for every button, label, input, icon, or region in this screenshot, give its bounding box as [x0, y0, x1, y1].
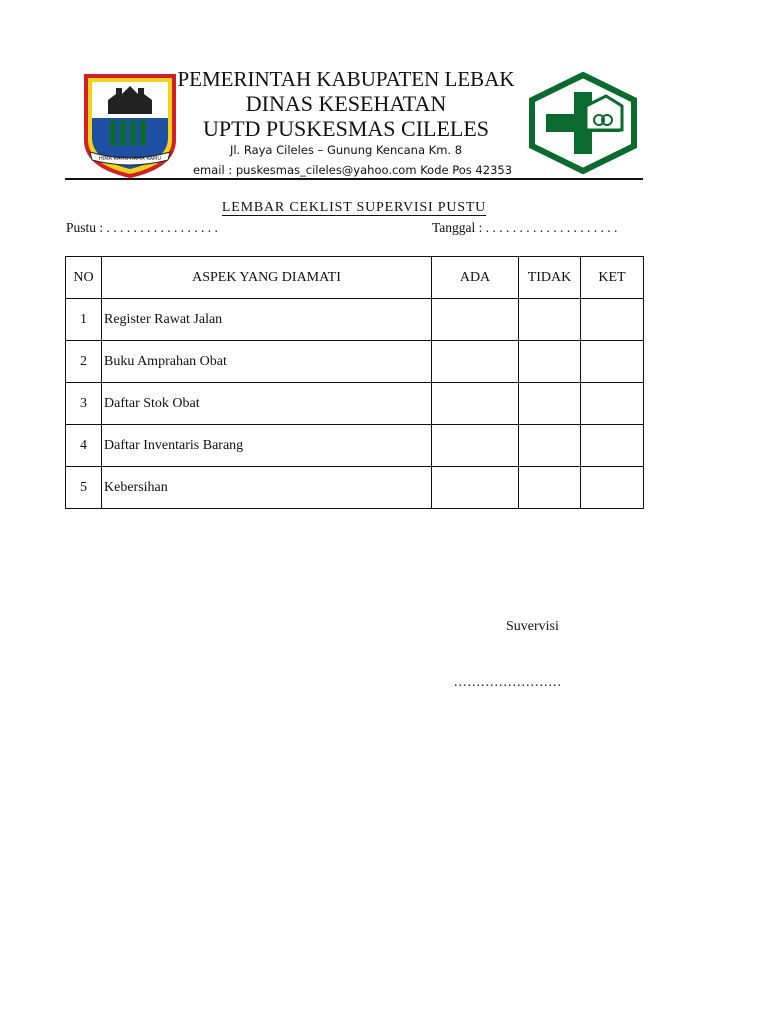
signature-line: ........................: [454, 675, 562, 690]
header-address: Jl. Raya Cileles – Gunung Kencana Km. 8: [229, 143, 463, 157]
header-aspek: ASPEK YANG DIAMATI: [102, 257, 432, 299]
tidak-cell[interactable]: [519, 467, 581, 509]
pustu-field: Pustu : . . . . . . . . . . . . . . . . .: [66, 220, 218, 235]
signature-label: Suvervisi: [506, 619, 559, 634]
ket-cell[interactable]: [581, 425, 644, 467]
table-row: [66, 383, 644, 425]
checklist-table: [65, 256, 644, 509]
header-unit-line: UPTD PUSKESMAS CILELES: [202, 116, 490, 141]
row-aspek: Daftar Inventaris Barang: [102, 425, 432, 467]
tidak-cell[interactable]: [519, 383, 581, 425]
header-ada: ADA: [432, 257, 519, 299]
row-no: 1: [66, 299, 102, 341]
tidak-cell[interactable]: [519, 341, 581, 383]
header-divider: [65, 178, 643, 180]
header-government-line: PEMERINTAH KABUPATEN LEBAK: [177, 67, 515, 91]
row-aspek: Daftar Stok Obat: [102, 383, 432, 425]
row-aspek: Register Rawat Jalan: [102, 299, 432, 341]
table-header-row: [66, 257, 644, 299]
ket-cell[interactable]: [581, 341, 644, 383]
ket-cell[interactable]: [581, 383, 644, 425]
ket-cell[interactable]: [581, 299, 644, 341]
header-no: NO: [66, 257, 102, 299]
ada-cell[interactable]: [432, 341, 519, 383]
row-no: 4: [66, 425, 102, 467]
document-title: [65, 199, 643, 217]
row-aspek: Kebersihan: [102, 467, 432, 509]
row-no: 2: [66, 341, 102, 383]
puskesmas-green-cross-icon: [528, 72, 638, 174]
table-row: [66, 341, 644, 383]
tidak-cell[interactable]: [519, 299, 581, 341]
row-no: 3: [66, 383, 102, 425]
lebak-regency-crest-icon: [80, 70, 180, 178]
tanggal-field: Tanggal : . . . . . . . . . . . . . . . . . . . .: [432, 220, 618, 235]
table-row: [66, 425, 644, 467]
header-agency-line: DINAS KESEHATAN: [245, 91, 447, 116]
ada-cell[interactable]: [432, 425, 519, 467]
header-ket: KET: [581, 257, 644, 299]
ket-cell[interactable]: [581, 467, 644, 509]
ada-cell[interactable]: [432, 383, 519, 425]
table-row: [66, 467, 644, 509]
header-email: email : puskesmas_cileles@yahoo.com Kode Pos 42353: [192, 163, 513, 177]
row-no: 5: [66, 467, 102, 509]
document-title-text: LEMBAR CEKLIST SUPERVISI PUSTU: [221, 200, 487, 215]
crest-motto: HIMA RAMU HAMA RAMU: [99, 156, 161, 162]
header-tidak: TIDAK: [519, 257, 581, 299]
row-aspek: Buku Amprahan Obat: [102, 341, 432, 383]
table-row: [66, 299, 644, 341]
ada-cell[interactable]: [432, 467, 519, 509]
ada-cell[interactable]: [432, 299, 519, 341]
tidak-cell[interactable]: [519, 425, 581, 467]
